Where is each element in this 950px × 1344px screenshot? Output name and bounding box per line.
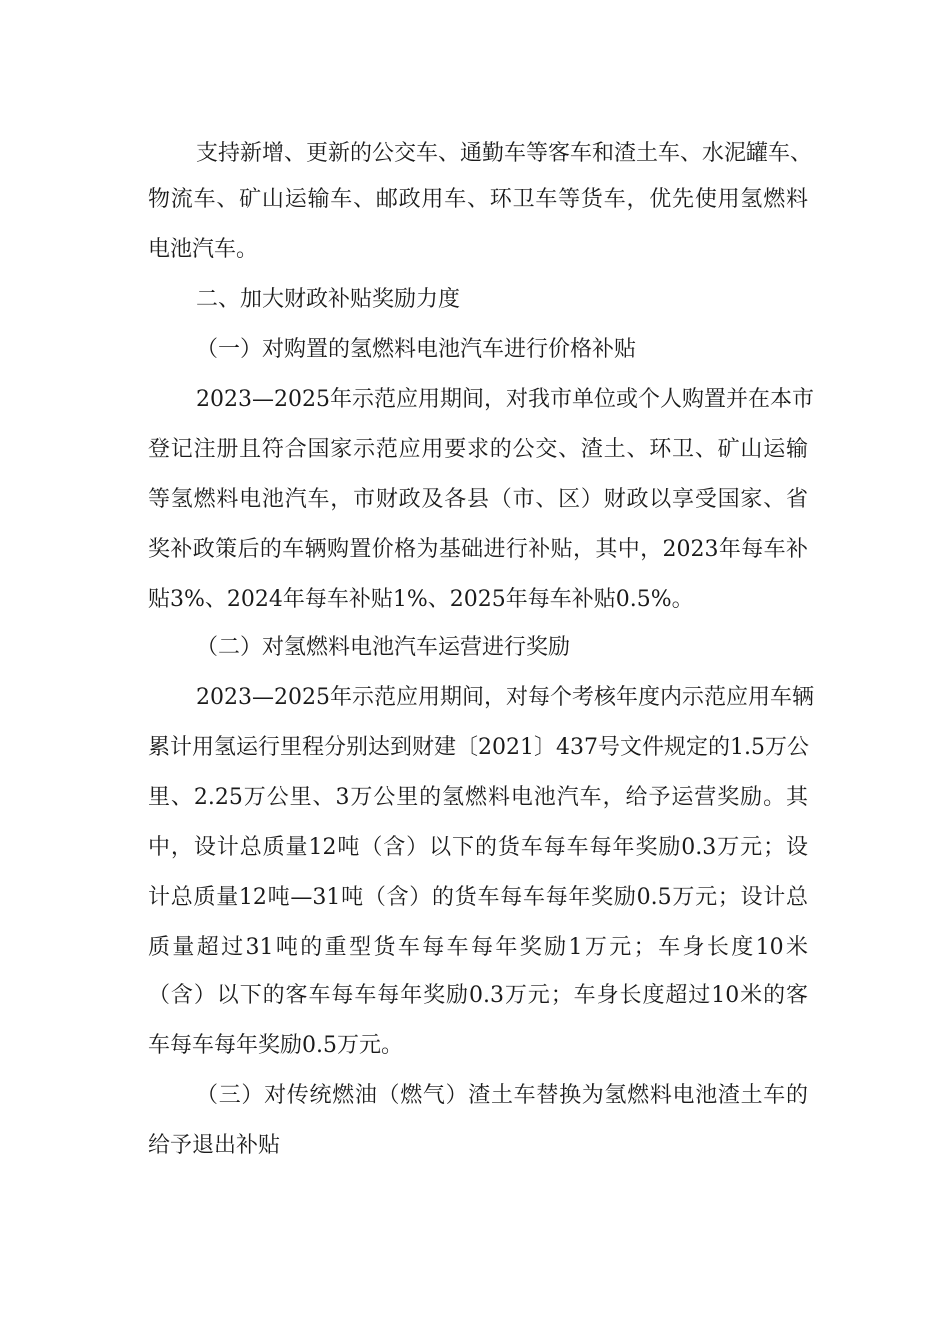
section-heading-2: 二、加大财政补贴奖励力度 xyxy=(196,287,461,312)
paragraph-3-line-8: 车每车每年奖励0.5万元。 xyxy=(148,1033,403,1058)
subsection-heading-3-line-2: 给予退出补贴 xyxy=(148,1133,281,1158)
paragraph-2-line-1: 2023—2025年示范应用期间，对我市单位或个人购置并在本市 xyxy=(196,387,814,412)
subsection-heading-2: （二）对氢燃料电池汽车运营进行奖励 xyxy=(196,635,571,660)
paragraph-3-line-4: 中，设计总质量12吨（含）以下的货车每车每年奖励0.3万元；设 xyxy=(148,835,808,860)
paragraph-2-line-2: 登记注册且符合国家示范应用要求的公交、渣土、环卫、矿山运输 xyxy=(148,437,808,462)
paragraph-1-line-2: 物流车、矿山运输车、邮政用车、环卫车等货车，优先使用氢燃料 xyxy=(148,187,808,212)
paragraph-3-line-7: （含）以下的客车每车每年奖励0.3万元；车身长度超过10米的客 xyxy=(148,983,808,1008)
paragraph-2-line-3: 等氢燃料电池汽车，市财政及各县（市、区）财政以享受国家、省 xyxy=(148,487,808,512)
paragraph-3-line-5: 计总质量12吨—31吨（含）的货车每车每年奖励0.5万元；设计总 xyxy=(148,885,808,910)
paragraph-3-line-1: 2023—2025年示范应用期间，对每个考核年度内示范应用车辆 xyxy=(196,685,814,710)
paragraph-1-line-3: 电池汽车。 xyxy=(148,237,259,262)
paragraph-3-line-2: 累计用氢运行里程分别达到财建〔2021〕437号文件规定的1.5万公 xyxy=(148,735,809,760)
paragraph-1-line-1: 支持新增、更新的公交车、通勤车等客车和渣土车、水泥罐车、 xyxy=(196,141,813,166)
subsection-heading-3-line-1: （三）对传统燃油（燃气）渣土车替换为氢燃料电池渣土车的 xyxy=(196,1083,808,1108)
subsection-heading-1: （一）对购置的氢燃料电池汽车进行价格补贴 xyxy=(196,337,637,362)
paragraph-3-line-6: 质量超过31吨的重型货车每车每年奖励1万元；车身长度10米 xyxy=(148,935,808,960)
paragraph-2-line-5: 贴3%、2024年每车补贴1%、2025年每车补贴0.5%。 xyxy=(148,587,694,612)
paragraph-3-line-3: 里、2.25万公里、3万公里的氢燃料电池汽车，给予运营奖励。其 xyxy=(148,785,808,810)
paragraph-2-line-4: 奖补政策后的车辆购置价格为基础进行补贴，其中，2023年每车补 xyxy=(148,537,808,562)
